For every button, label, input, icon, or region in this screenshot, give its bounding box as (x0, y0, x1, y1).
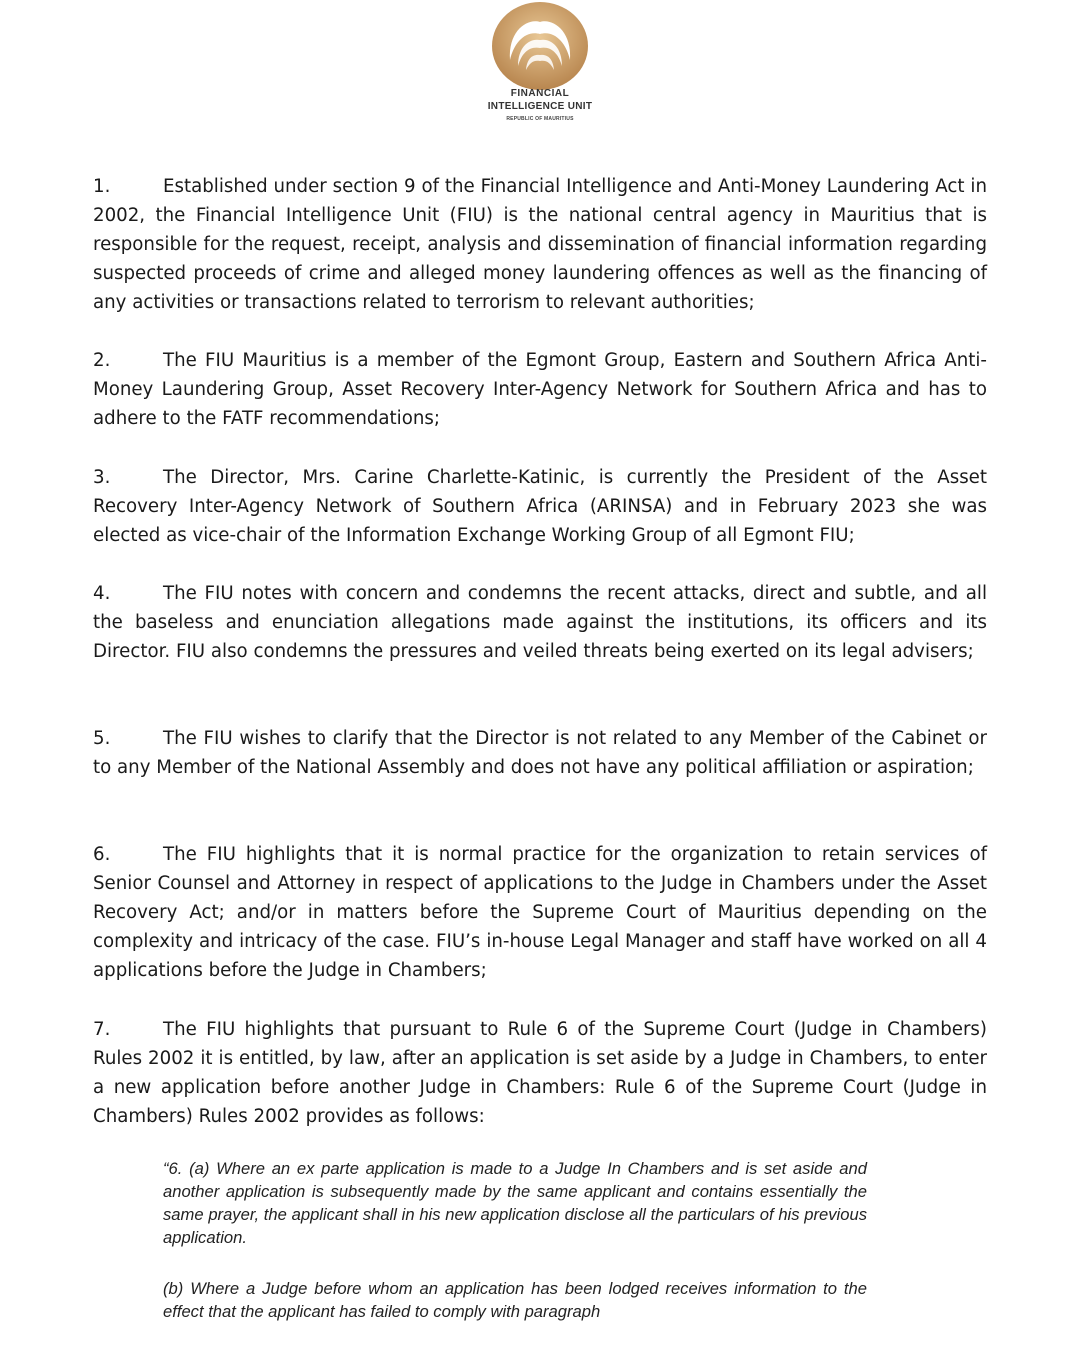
paragraph-4 (93, 579, 987, 666)
paragraph-text: The FIU Mauritius is a member of the Egmont Group, Eastern and Southern Africa Anti-Money Laundering Group, Asset Recovery Inter-Agency Network for Southern Africa and has to adhere to the FATF recommendations; (93, 350, 987, 429)
paragraph-number: 3. (93, 467, 111, 488)
paragraph-text: Established under section 9 of the Financial Intelligence and Anti-Money Laundering Act in 2002, the Financial Intelligence Unit (FIU) is the national central agency in Mauritius that is responsible for the request, receipt, analysis and dissemination of financial information regarding suspected proceeds of crime and alleged money laundering offences as well as the financing of any activities or transactions related to terrorism to relevant authorities; (93, 176, 987, 313)
paragraph-text: The FIU wishes to clarify that the Director is not related to any Member of the Cabinet or to any Member of the National Assembly and does not have any political affiliation or aspiration; (93, 728, 987, 778)
paragraph-5 (93, 724, 987, 782)
paragraph-number: 6. (93, 844, 111, 865)
paragraph-number: 2. (93, 350, 111, 371)
fiu-logo (470, 0, 610, 132)
paragraph-3 (93, 463, 987, 550)
paragraph-6 (93, 840, 987, 985)
paragraph-7 (93, 1015, 987, 1131)
fiu-emblem-icon (470, 0, 610, 90)
paragraph-1 (93, 172, 987, 317)
paragraph-number: 1. (93, 176, 111, 197)
paragraph-text: The FIU highlights that it is normal practice for the organization to retain services of Senior Counsel and Attorney in respect of applications to the Judge in Chambers under the Asset Recovery Act; and/or in matters before the Supreme Court of Mauritius depending on the complexity and intricacy of the case. FIU’s in-house Legal Manager and staff have worked on all 4 applications before the Judge in Chambers; (93, 844, 987, 981)
paragraph-text: The FIU notes with concern and condemns the recent attacks, direct and subtle, and all the baseless and enunciation allegations made against the institutions, its officers and its Director. FIU also condemns the pressures and veiled threats being exerted on its legal advisers; (93, 583, 987, 662)
paragraph-number: 7. (93, 1019, 111, 1040)
quote-rule-6b: (b) Where a Judge before whom an application has been lodged receives information to the effect that the applicant has failed to comply with paragraph (163, 1279, 867, 1321)
paragraph-2 (93, 346, 987, 433)
logo-text-intelligence-unit: INTELLIGENCE UNIT (487, 101, 593, 112)
paragraph-text: The Director, Mrs. Carine Charlette-Katinic, is currently the President of the Asset Recovery Inter-Agency Network of Southern Africa (ARINSA) and in February 2023 she was elected as vice-chair of the Information Exchange Working Group of all Egmont FIU; (93, 467, 987, 546)
quote-rule-6a: “6. (a) Where an ex parte application is made to a Judge In Chambers and is set aside and another application is subsequently made by the same applicant and contains essentially the same prayer, the applicant shall in his new application disclose all the particulars of his previous application. (163, 1159, 867, 1247)
paragraph-text: The FIU highlights that pursuant to Rule 6 of the Supreme Court (Judge in Chambers) Rules 2002 it is entitled, by law, after an application is set aside by a Judge in Chambers, to enter a new application before another Judge in Chambers: Rule 6 of the Supreme Court (Judge in Chambers) Rules 2002 provides as follows: (93, 1019, 987, 1127)
logo-text-financial: FINANCIAL (510, 88, 570, 99)
paragraph-number: 4. (93, 583, 111, 604)
paragraph-number: 5. (93, 728, 111, 749)
logo-text-republic: REPUBLIC OF MAURITIUS (506, 116, 574, 122)
